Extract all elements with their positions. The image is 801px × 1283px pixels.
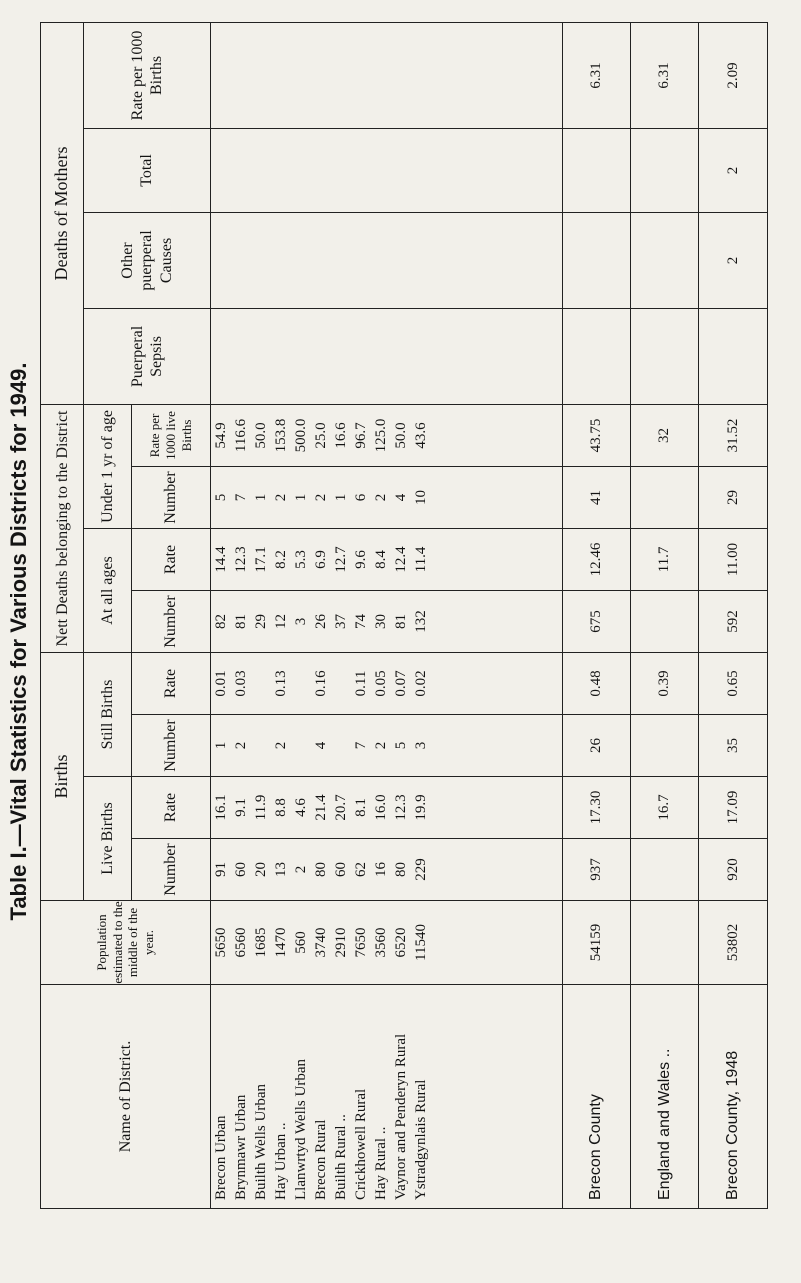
district-value: 2: [373, 741, 390, 750]
summary-name: Brecon County: [562, 985, 630, 1209]
district-value: 80: [393, 862, 410, 877]
summary-infant-rate: 32: [631, 404, 699, 466]
summary-live-rate: 17.09: [699, 777, 768, 839]
district-value: 132: [413, 610, 430, 633]
district-value: 21.4: [312, 794, 329, 821]
header-live-number: Number: [132, 839, 210, 901]
summary-live-rate: 17.30: [562, 777, 630, 839]
header-total: Total: [84, 128, 210, 212]
district-value: 60: [232, 862, 249, 877]
summary-deaths-number: 675: [562, 590, 630, 652]
summary-mothers-rate: 6.31: [631, 22, 699, 128]
header-mothers-rate: Rate per 1000 Births: [84, 22, 210, 128]
summary-total: 2: [699, 128, 768, 212]
district-value: 1: [212, 741, 229, 750]
district-value: 4: [312, 741, 329, 750]
district-name: Builth Wells Urban: [252, 1083, 269, 1200]
summary-name: England and Wales ..: [631, 985, 699, 1209]
district-value: 2910: [333, 927, 350, 958]
summary-live-number: 937: [562, 839, 630, 901]
district-value: 16: [373, 862, 390, 877]
summary-population: 54159: [562, 901, 630, 985]
district-value: 6520: [393, 927, 410, 958]
district-value: 3740: [312, 927, 329, 958]
header-infant-number: Number: [132, 466, 210, 528]
district-value: 8.1: [353, 798, 370, 817]
district-value: 20.7: [333, 794, 350, 821]
district-value: [331, 653, 351, 714]
header-deaths-of-mothers: Deaths of Mothers: [41, 22, 84, 404]
summary-deaths-rate: 11.7: [631, 528, 699, 590]
district-name: Crickhowell Rural: [353, 1088, 370, 1200]
header-nett-deaths: Nett Deaths belonging to the District: [41, 404, 84, 652]
summary-still-number: [631, 715, 699, 777]
district-name: Llanwrtyd Wells Urban: [292, 1059, 309, 1200]
district-value: 5650: [212, 927, 229, 958]
district-value: 12.3: [232, 546, 249, 573]
district-value: 96.7: [353, 422, 370, 449]
district-value: 11.4: [413, 546, 430, 573]
district-value: 82: [212, 613, 229, 629]
header-at-all-ages: At all ages: [84, 528, 132, 652]
vital-statistics-table: [40, 22, 768, 1209]
district-value: 4: [393, 493, 410, 502]
district-value: 8.4: [373, 550, 390, 569]
district-value: 9.6: [353, 550, 370, 569]
district-value: 125.0: [373, 418, 390, 453]
district-value: 1: [292, 493, 309, 502]
district-value: 229: [413, 858, 430, 881]
summary-infant-number: [631, 466, 699, 528]
district-value: 91: [212, 862, 229, 877]
summary-other: 2: [699, 212, 768, 308]
live-births-rate-values: [210, 777, 562, 839]
district-name: Vaynor and Penderyn Rural: [393, 1033, 410, 1200]
district-value: 6.9: [312, 550, 329, 569]
summary-other: [562, 212, 630, 308]
header-still-rate: Rate: [132, 652, 210, 714]
district-value: 3: [413, 741, 430, 750]
district-value: 1685: [252, 927, 269, 958]
district-value: 60: [333, 862, 350, 877]
district-value: 0.03: [232, 670, 249, 697]
district-value: 116.6: [232, 418, 249, 453]
district-value: 29: [252, 613, 269, 629]
summary-still-rate: 0.48: [562, 652, 630, 714]
district-value: 1: [252, 493, 269, 502]
district-value: 20: [252, 862, 269, 877]
summary-row-brecon-county-1948: [699, 22, 768, 1208]
deaths-number-values: [210, 590, 562, 652]
district-value: 26: [312, 613, 329, 629]
infant-rate-values: [210, 404, 562, 466]
district-name: Brecon Rural: [312, 1119, 329, 1200]
district-value: 560: [292, 931, 309, 954]
district-value: 62: [353, 862, 370, 877]
district-value: 5.3: [292, 550, 309, 569]
header-other-causes: Other puerperal Causes: [84, 212, 210, 308]
district-names-cell: [210, 985, 562, 1209]
district-value: 12.7: [333, 546, 350, 573]
district-value: 0.13: [272, 670, 289, 697]
district-value: 9.1: [232, 798, 249, 817]
district-value: 2: [272, 741, 289, 750]
summary-infant-rate: 31.52: [699, 404, 768, 466]
district-value: [251, 653, 271, 714]
summary-total: [562, 128, 630, 212]
district-value: 81: [393, 613, 410, 629]
district-value: 11.9: [252, 794, 269, 821]
district-value: 16.1: [212, 794, 229, 821]
header-population: Population estimated to the middle of the year.: [41, 901, 211, 985]
district-value: 0.11: [353, 670, 370, 697]
deaths-rate-values: [210, 528, 562, 590]
district-value: [291, 653, 311, 714]
header-still-births: Still Births: [84, 652, 132, 776]
district-value: 54.9: [212, 422, 229, 449]
summary-deaths-rate: 11.00: [699, 528, 768, 590]
district-value: 0.07: [393, 670, 410, 697]
header-deaths-rate: Rate: [132, 528, 210, 590]
summary-sepsis: [562, 308, 630, 404]
summary-sepsis: [631, 308, 699, 404]
district-value: 16.0: [373, 794, 390, 821]
district-value: 5: [212, 493, 229, 502]
district-value: 19.9: [413, 794, 430, 821]
district-value: 2: [272, 493, 289, 502]
district-value: 6: [353, 493, 370, 502]
summary-row-england-and-wales: [631, 22, 699, 1208]
district-value: 7650: [353, 927, 370, 958]
header-under-1-year: Under 1 yr of age: [84, 404, 132, 528]
summary-infant-number: 41: [562, 466, 630, 528]
district-value: 5: [393, 741, 410, 750]
summary-still-number: 35: [699, 715, 768, 777]
district-value: 10: [413, 489, 430, 505]
district-value: 12: [272, 613, 289, 629]
district-value: [291, 715, 311, 776]
district-name: Ystradgynlais Rural: [413, 1079, 430, 1200]
district-value: 12.4: [393, 546, 410, 573]
header-births: Births: [41, 652, 84, 900]
other-causes-values: [210, 212, 562, 308]
district-value: 0.05: [373, 670, 390, 697]
district-name: Builth Rural ..: [333, 1114, 350, 1200]
summary-mothers-rate: 6.31: [562, 22, 630, 128]
district-value: 16.6: [333, 422, 350, 449]
district-value: 1470: [272, 927, 289, 958]
district-value: 80: [312, 862, 329, 877]
header-live-births: Live Births: [84, 777, 132, 901]
district-value: 3560: [373, 927, 390, 958]
infant-number-values: [210, 466, 562, 528]
summary-still-number: 26: [562, 715, 630, 777]
still-births-rate-values: [210, 652, 562, 714]
district-value: 6560: [232, 927, 249, 958]
district-value: 3: [292, 617, 309, 626]
summary-deaths-number: [631, 590, 699, 652]
header-infant-rate: Rate per 1000 live Births: [132, 404, 210, 466]
header-puerperal-sepsis: Puerperal Sepsis: [84, 308, 210, 404]
summary-mothers-rate: 2.09: [699, 22, 768, 128]
summary-live-rate: 16.7: [631, 777, 699, 839]
district-value: 11540: [413, 924, 430, 961]
district-value: 37: [333, 613, 350, 629]
live-births-number-values: [210, 839, 562, 901]
district-value: 0.16: [312, 670, 329, 697]
district-value: 2: [312, 493, 329, 502]
district-value: 17.1: [252, 546, 269, 573]
total-values: [210, 128, 562, 212]
summary-infant-number: 29: [699, 466, 768, 528]
district-value: 7: [353, 741, 370, 750]
district-value: 2: [373, 493, 390, 502]
district-value: 12.3: [393, 794, 410, 821]
district-value: 2: [292, 865, 309, 874]
summary-row-brecon-county: [562, 22, 630, 1208]
district-value: 50.0: [393, 422, 410, 449]
district-value: 0.02: [413, 670, 430, 697]
header-deaths-number: Number: [132, 590, 210, 652]
summary-total: [631, 128, 699, 212]
district-name: Hay Rural ..: [373, 1126, 390, 1200]
still-births-number-values: [210, 715, 562, 777]
summary-deaths-number: 592: [699, 590, 768, 652]
district-value: 0.01: [212, 670, 229, 697]
summary-population: [631, 901, 699, 985]
district-value: 7: [232, 493, 249, 502]
summary-name: Brecon County, 1948: [699, 985, 768, 1209]
table-caption: Table I.—Vital Statistics for Various Districts for 1949.: [6, 362, 31, 921]
district-name: Brecon Urban: [212, 1115, 229, 1200]
sepsis-values: [210, 308, 562, 404]
district-name: Hay Urban ..: [272, 1122, 289, 1200]
header-live-rate: Rate: [132, 777, 210, 839]
district-value: 4.6: [292, 798, 309, 817]
district-value: 13: [272, 862, 289, 877]
district-value: 43.6: [413, 422, 430, 449]
district-value: 30: [373, 613, 390, 629]
header-still-number: Number: [132, 715, 210, 777]
summary-live-number: [631, 839, 699, 901]
district-value: 8.8: [272, 798, 289, 817]
district-value: 25.0: [312, 422, 329, 449]
header-district-name: Name of District.: [41, 985, 211, 1209]
district-value: 153.8: [272, 418, 289, 453]
summary-infant-rate: 43.75: [562, 404, 630, 466]
summary-other: [631, 212, 699, 308]
district-value: 74: [353, 613, 370, 629]
district-value: 8.2: [272, 550, 289, 569]
district-value: 2: [232, 741, 249, 750]
summary-still-rate: 0.39: [631, 652, 699, 714]
district-value: [331, 715, 351, 776]
district-value: 1: [333, 493, 350, 502]
summary-still-rate: 0.65: [699, 652, 768, 714]
summary-population: 53802: [699, 901, 768, 985]
district-name: Brynmawr Urban: [232, 1094, 249, 1200]
mothers-rate-values: [210, 22, 562, 128]
district-value: 50.0: [252, 422, 269, 449]
summary-live-number: 920: [699, 839, 768, 901]
district-value: 14.4: [212, 546, 229, 573]
population-values: [210, 901, 562, 985]
summary-deaths-rate: 12.46: [562, 528, 630, 590]
district-value: [251, 715, 271, 776]
district-value: 500.0: [292, 418, 309, 453]
district-value: 81: [232, 613, 249, 629]
summary-sepsis: [699, 308, 768, 404]
